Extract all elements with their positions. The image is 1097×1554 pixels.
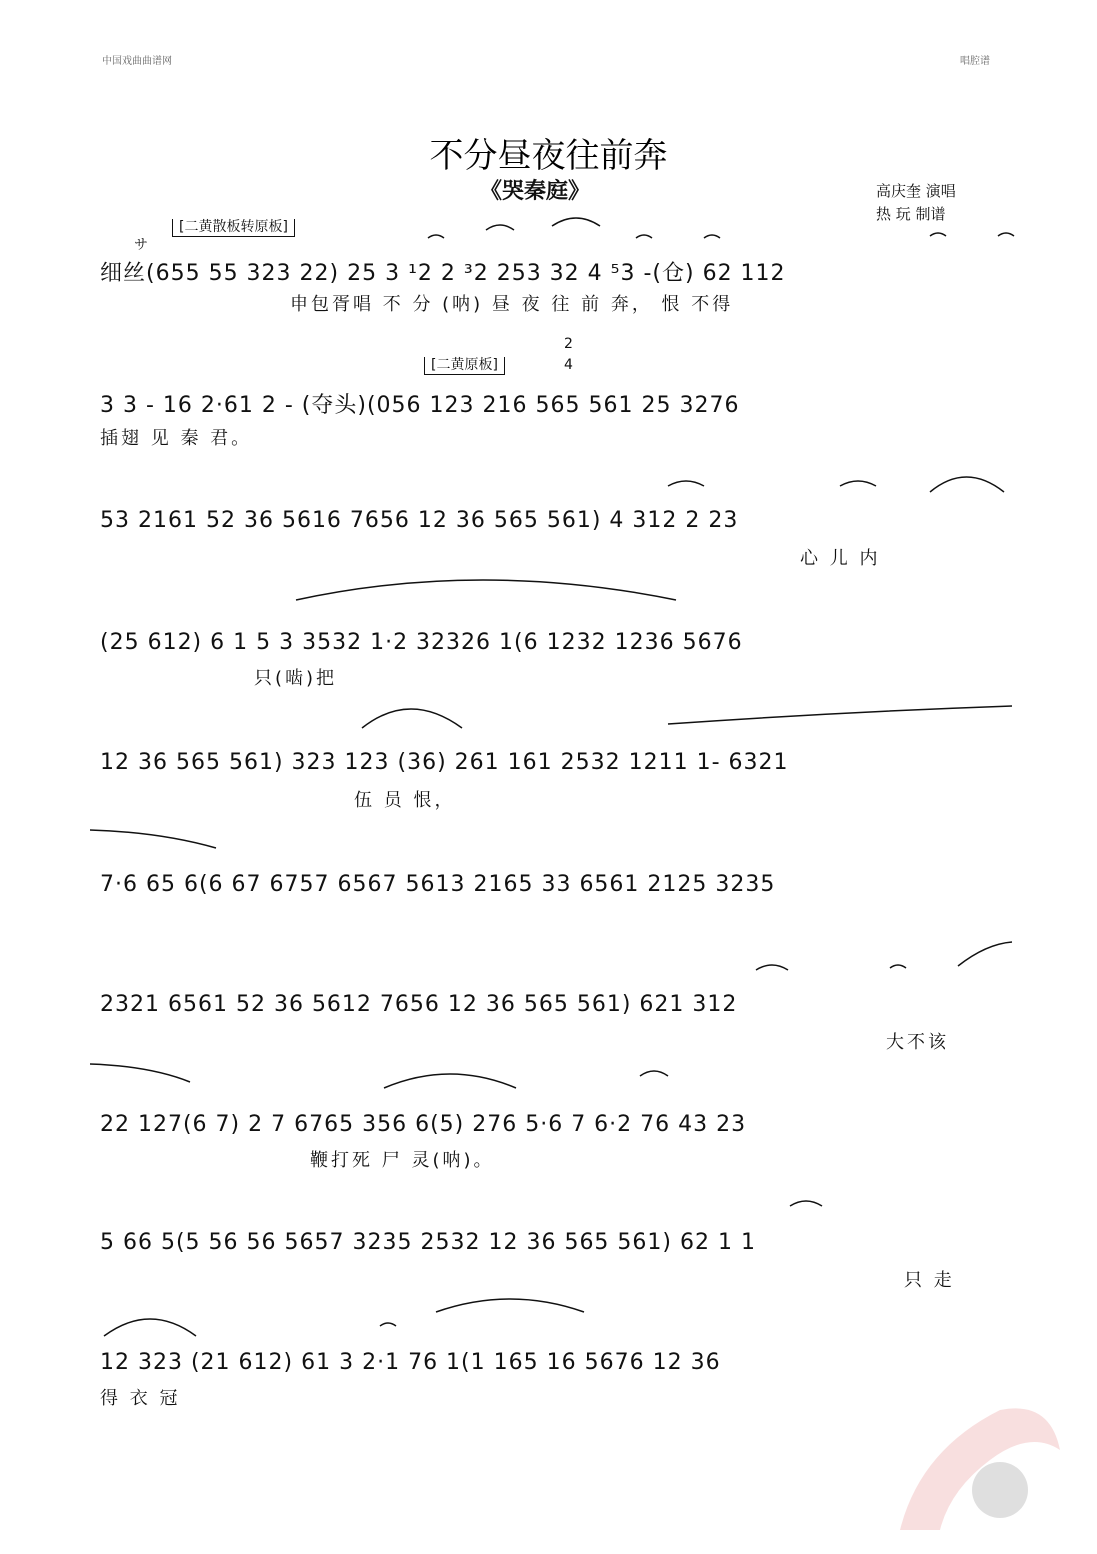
time-sig-bottom: 4 <box>564 357 573 373</box>
lyrics-line: 插翅 见 秦 君。 <box>100 428 253 449</box>
free-meter-mark: サ <box>134 237 148 253</box>
page-category: 唱腔谱 <box>960 56 990 67</box>
lyrics-line: 得 衣 冠 <box>100 1388 181 1409</box>
notation-line: 7·6 65 6(6 67 6757 6567 5613 2165 33 6561 2125 3235 <box>100 872 776 897</box>
time-sig-top: 2 <box>564 336 573 352</box>
notation-line: 2321 6561 52 36 5612 7656 12 36 565 561) 621 312 <box>100 992 738 1017</box>
lyrics-line: 心 儿 内 <box>800 548 881 569</box>
notation-line: 细丝(655 55 323 22) 25 3 ¹2 2 ³2 253 32 4 ⁵3 -(仓) 62 112 <box>100 261 786 286</box>
lyrics-line: 只(啮)把 <box>254 668 338 689</box>
arranger-credit: 热 玩 制谱 <box>876 205 946 223</box>
notation-line: 53 2161 52 36 5616 7656 12 36 565 561) 4 312 2 23 <box>100 508 739 533</box>
site-name: 中国戏曲曲谱网 <box>102 56 172 67</box>
notation-line: (25 612) 6 1 5 3 3532 1·2 32326 1(6 1232 1236 5676 <box>100 630 743 655</box>
mode-tag-1: [二黄散板转原板] <box>172 219 295 237</box>
singer-credit: 高庆奎 演唱 <box>876 182 956 200</box>
lyrics-line: 伍 员 恨， <box>354 790 456 811</box>
watermark-logo <box>880 1390 1070 1540</box>
lyrics-line: 大不该 <box>886 1032 949 1053</box>
mode-tag-2: [二黄原板] <box>424 357 505 375</box>
notation-line: 3 3 - 16 2·61 2 - (夺头)(056 123 216 565 561 25 3276 <box>100 393 740 418</box>
notation-line: 22 127(6 7) 2 7 6765 356 6(5) 276 5·6 7 6·2 76 43 23 <box>100 1112 747 1137</box>
lyrics-line: 只 走 <box>904 1270 955 1291</box>
lyrics-line: 申包胥唱 不 分 (呐) 昼 夜 往 前 奔， 恨 不得 <box>290 294 734 315</box>
notation-line: 12 323 (21 612) 61 3 2·1 76 1(1 165 16 5676 12 36 <box>100 1350 721 1375</box>
notation-line: 12 36 565 561) 323 123 (36) 261 161 2532 1211 1- 6321 <box>100 750 789 775</box>
notation-line: 5 66 5(5 56 56 5657 3235 2532 12 36 565 561) 62 1 1 <box>100 1230 756 1255</box>
opera-name: 《哭秦庭》 <box>480 179 591 204</box>
lyrics-line: 鞭打死 尸 灵(呐)。 <box>310 1150 495 1171</box>
page-title: 不分昼夜往前奔 <box>429 136 668 176</box>
